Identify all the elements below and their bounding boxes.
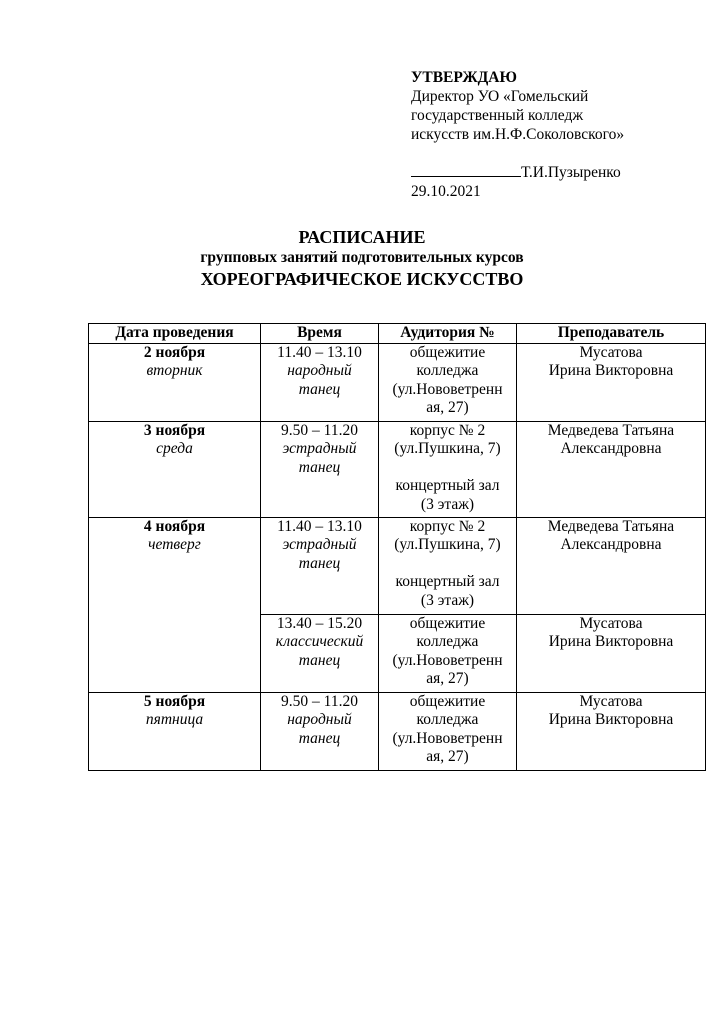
teacher-line: Медведева Татьяна [547, 421, 675, 439]
signer-name: Т.И.Пузыренко [521, 164, 621, 181]
room-line: (ул.Нововетренн [392, 729, 503, 747]
room-cell [379, 517, 517, 614]
teacher-line: Александровна [560, 440, 662, 457]
title-program: ХОРЕОГРАФИЧЕСКОЕ ИСКУССТВО [200, 269, 524, 289]
room-line: (ул.Нововетренн [392, 380, 503, 398]
room-line: колледжа [416, 362, 479, 379]
time-cell [261, 343, 379, 421]
schedule-table [88, 323, 706, 771]
subject-line: народный [287, 711, 352, 728]
approval-heading: УТВЕРЖДАЮ [411, 69, 517, 86]
room-line: ая, 27) [426, 399, 469, 416]
room-line: общежитие [409, 614, 486, 632]
weekday: четверг [148, 536, 201, 553]
table-header-row [89, 324, 706, 344]
header-room: Аудитория № [379, 324, 517, 344]
title-main: РАСПИСАНИЕ [298, 227, 426, 247]
room-line: общежитие [409, 343, 486, 361]
room-cell [379, 614, 517, 692]
room-line: корпус № 2 [409, 517, 486, 535]
signature-line [411, 162, 521, 177]
date: 3 ноября [143, 421, 206, 439]
time-cell [261, 692, 379, 770]
time-cell [261, 614, 379, 692]
title-sub: групповых занятий подготовительных курсов [200, 249, 524, 266]
teacher-line: Мусатова [579, 614, 643, 632]
room-line: колледжа [416, 633, 479, 650]
teacher-cell [517, 692, 706, 770]
room-cell [379, 692, 517, 770]
table-row [89, 692, 706, 770]
time: 9.50 – 11.20 [281, 421, 358, 439]
teacher-line: Мусатова [579, 343, 643, 361]
signature-row [411, 162, 701, 182]
room-spacer [381, 555, 514, 574]
subject-line: танец [298, 651, 341, 669]
table-row [89, 343, 706, 421]
room-line: (ул.Пушкина, 7) [394, 536, 501, 553]
room-line: общежитие [409, 692, 486, 710]
room-line: ая, 27) [426, 748, 469, 765]
subject-line: эстрадный [282, 440, 357, 457]
subject-line: танец [298, 729, 341, 747]
teacher-line: Медведева Татьяна [547, 517, 675, 535]
approval-gap [411, 144, 701, 162]
teacher-line: Ирина Викторовна [548, 633, 674, 650]
subject-line: танец [298, 554, 341, 572]
table-row [89, 517, 706, 614]
weekday: среда [156, 440, 193, 457]
subject-line: танец [298, 380, 341, 398]
date: 4 ноября [143, 517, 206, 535]
room-line: (ул.Нововетренн [392, 651, 503, 669]
date: 5 ноября [143, 692, 206, 710]
time: 11.40 – 13.10 [277, 343, 362, 361]
time-cell [261, 517, 379, 614]
date-cell [89, 343, 261, 421]
date: 2 ноября [143, 343, 206, 361]
header-time: Время [261, 324, 379, 344]
approval-line-3: искусств им.Н.Ф.Соколовского» [411, 126, 625, 143]
room-line: ая, 27) [426, 670, 469, 687]
room-line: (3 этаж) [420, 591, 475, 609]
approval-line-1: Директор УО «Гомельский [411, 88, 589, 105]
room-line: колледжа [416, 711, 479, 728]
subject-line: эстрадный [282, 536, 357, 553]
room-line: концертный зал [395, 573, 500, 590]
subject-line: классический [275, 633, 364, 650]
date-cell [89, 517, 261, 692]
room-line: (3 этаж) [420, 495, 475, 513]
room-spacer [381, 459, 514, 478]
date-cell [89, 692, 261, 770]
room-cell [379, 343, 517, 421]
teacher-cell [517, 421, 706, 517]
weekday: пятница [145, 711, 204, 728]
teacher-line: Мусатова [579, 692, 643, 710]
header-date: Дата проведения [89, 324, 261, 344]
time: 13.40 – 15.20 [276, 614, 363, 632]
approval-block [411, 68, 701, 201]
document-title [0, 226, 724, 290]
header-teacher: Преподаватель [517, 324, 706, 344]
teacher-cell [517, 517, 706, 614]
table-row [89, 421, 706, 517]
room-cell [379, 421, 517, 517]
teacher-line: Александровна [560, 536, 662, 553]
time: 9.50 – 11.20 [281, 692, 358, 710]
teacher-line: Ирина Викторовна [548, 362, 674, 379]
date-cell [89, 421, 261, 517]
weekday: вторник [146, 362, 203, 379]
time-cell [261, 421, 379, 517]
teacher-cell [517, 614, 706, 692]
teacher-line: Ирина Викторовна [548, 711, 674, 728]
subject-line: танец [298, 458, 341, 476]
teacher-cell [517, 343, 706, 421]
approval-date: 29.10.2021 [411, 183, 481, 200]
subject-line: народный [287, 362, 352, 379]
room-line: (ул.Пушкина, 7) [394, 440, 501, 457]
room-line: концертный зал [395, 477, 500, 494]
room-line: корпус № 2 [409, 421, 486, 439]
approval-line-2: государственный колледж [411, 107, 584, 124]
time: 11.40 – 13.10 [277, 517, 362, 535]
